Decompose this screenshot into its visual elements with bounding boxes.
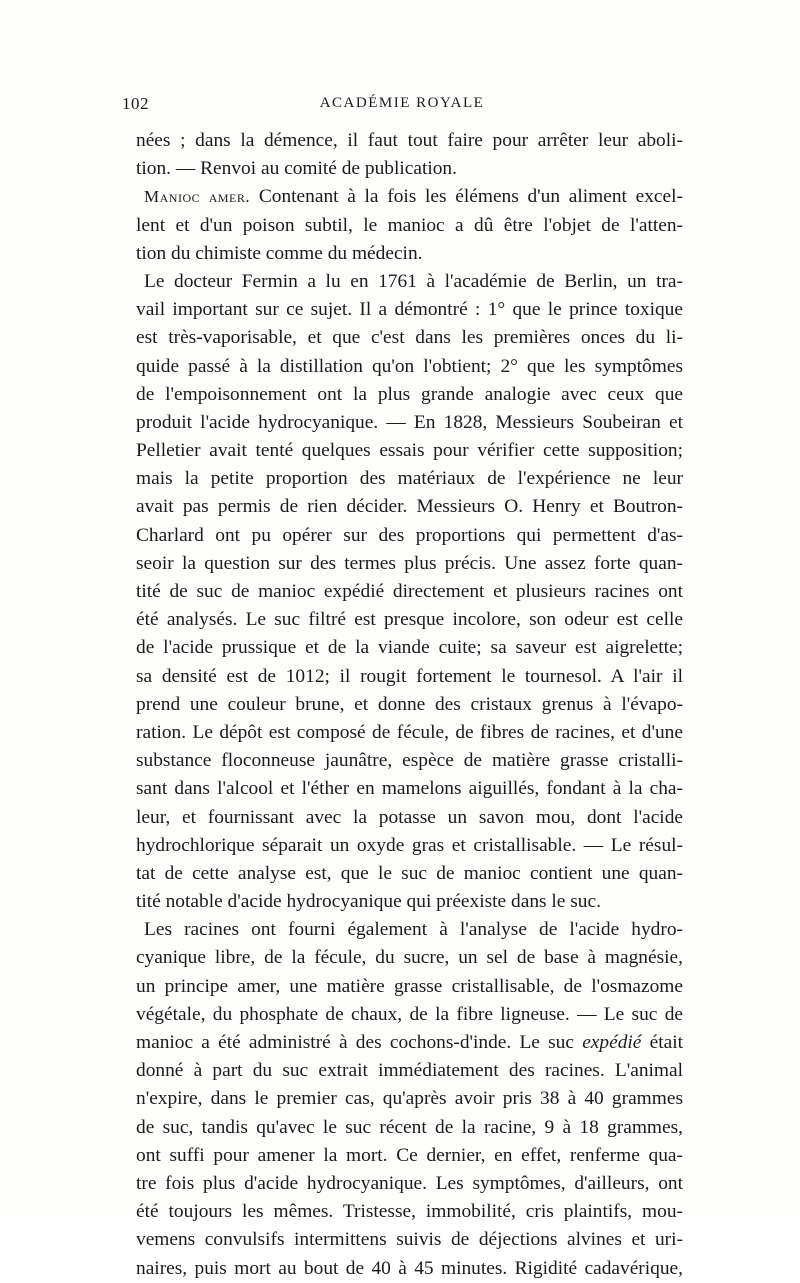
text-line [136, 1029, 683, 1057]
text-line: ont suffi pour amener la mort. Ce dernier, en effet, renferme qua- [136, 1144, 683, 1166]
text-line: n'expire, dans le premier cas, qu'après avoir pris 38 à 40 grammes [136, 1088, 683, 1110]
text-line: donné à part du suc extrait immédiatement des racines. L'animal [136, 1060, 683, 1082]
text-line: leur, et fournissant avec la potasse un savon mou, dont l'acide [136, 806, 683, 828]
text-line: est très-vaporisable, et que c'est dans les premières onces du li- [136, 327, 683, 349]
text-line: de l'empoisonnement ont la plus grande analogie avec ceux que [136, 383, 683, 405]
text-line: tité de suc de manioc expédié directement et plusieurs racines ont [136, 581, 683, 602]
text-line: substance floconneuse jaunâtre, espèce de matière grasse cristalli- [136, 750, 683, 772]
text-line: vemens convulsifs intermittens suivis de déjections alvines et uri- [136, 1229, 683, 1251]
text-line: quide passé à la distillation qu'on l'obtient; 2° que les symptômes [136, 355, 683, 377]
text-line: de l'acide prussique et de la viande cuite; sa saveur est aigrelette; [136, 637, 683, 659]
text-line: été toujours les mêmes. Tristesse, immobilité, cris plaintifs, mou- [136, 1201, 683, 1223]
text-line: nées ; dans la démence, il faut tout faire pour arrêter leur aboli- [136, 130, 683, 151]
text-line: végétale, du phosphate de chaux, de la fibre ligneuse. — Le suc de [136, 1003, 683, 1025]
text-line: de suc, tandis qu'avec le suc récent de la racine, 9 à 18 grammes, [136, 1116, 683, 1138]
text-line: hydrochlorique séparait un oxyde gras et cristallisable. — Le résul- [136, 834, 683, 856]
text-line: mais la petite proportion des matériaux de l'expérience ne leur [136, 468, 683, 490]
text-line: un principe amer, une matière grasse cristallisable, de l'osmazome [136, 975, 683, 997]
text-line: Pelletier avait tenté quelques essais pour vérifier cette supposition; [136, 440, 683, 462]
text-line: sa densité est de 1012; il rougit fortement le tournesol. A l'air il [136, 665, 683, 687]
text-line: Charlard ont pu opérer sur des proportions qui permettent d'as- [136, 524, 683, 546]
page-number: 102 [122, 94, 149, 113]
text-line: sant dans l'alcool et l'éther en mamelons aiguillés, fondant à la cha- [136, 778, 683, 800]
text-line: produit l'acide hydrocyanique. — En 1828, Messieurs Soubeiran et [136, 411, 683, 433]
text-line: tion. — Renvoi au comité de publication. [136, 158, 457, 180]
text-line: tion du chimiste comme du médecin. [136, 242, 423, 264]
text-line: cyanique libre, de la fécule, du sucre, un sel de base à magnésie, [136, 947, 683, 969]
running-title: ACADÉMIE ROYALE [319, 95, 485, 111]
text-line: prend une couleur brune, et donne des cristaux grenus à l'évapo- [136, 693, 683, 715]
text-line [136, 183, 683, 211]
text-line: Le docteur Fermin a lu en 1761 à l'académie de Berlin, un tra- [144, 270, 683, 292]
text-line: lent et d'un poison subtil, le manioc a dû être l'objet de l'atten- [136, 214, 683, 236]
text-line: vail important sur ce sujet. Il a démontré : 1° que le prince toxique [136, 299, 683, 321]
body-text [136, 127, 683, 1283]
text-line-content: était [641, 1032, 683, 1053]
text-line: tité notable d'acide hydrocyanique qui préexiste dans le suc. [136, 891, 601, 913]
text-line: été analysés. Le suc filtré est presque incolore, son odeur est celle [136, 609, 683, 631]
text-line: Les racines ont fourni également à l'analyse de l'acide hydro- [144, 919, 683, 941]
text-line: naires, puis mort au bout de 40 à 45 minutes. Rigidité cadavérique, [136, 1257, 683, 1279]
text-line-content: Contenant à la fois les élémens d'un aliment excel- [258, 186, 683, 208]
text-line: tre fois plus d'acide hydrocyanique. Les symptômes, d'ailleurs, ont [136, 1172, 683, 1194]
text-line: avait pas permis de rien décider. Messieurs O. Henry et Boutron- [136, 496, 683, 518]
text-line: ration. Le dépôt est composé de fécule, de fibres de racines, et d'une [136, 721, 683, 743]
section-heading: Manioc amer. [144, 187, 251, 207]
text-line: tat de cette analyse est, que le suc de manioc contient une quan- [136, 862, 683, 884]
text-line: seoir la question sur des termes plus précis. Une assez forte quan- [136, 552, 683, 574]
text-line-content: manioc a été administré à des cochons-d'inde. Le suc [136, 1032, 583, 1053]
page-header [122, 94, 682, 118]
italic-word: expédié [582, 1032, 642, 1053]
